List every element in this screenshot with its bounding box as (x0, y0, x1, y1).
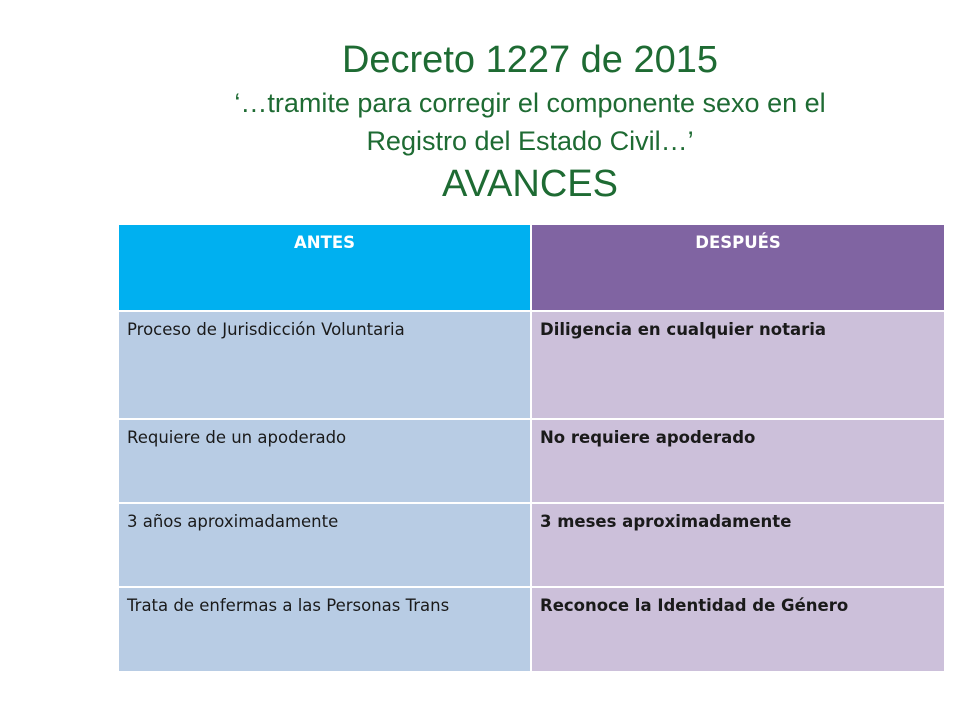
table-header-row (118, 224, 945, 311)
despues-cell: Reconoce la Identidad de Género (531, 587, 945, 672)
table-row (118, 311, 945, 419)
despues-cell: No requiere apoderado (531, 419, 945, 503)
table-row (118, 503, 945, 587)
comparison-table (117, 223, 946, 673)
slide-subtitle-line-1: ‘…tramite para corregir el componente sexo en el (234, 88, 826, 118)
despues-cell: Diligencia en cualquier notaria (531, 311, 945, 419)
antes-cell: 3 años aproximadamente (118, 503, 531, 587)
slide-title: Decreto 1227 de 2015 (341, 39, 719, 81)
antes-cell: Trata de enfermas a las Personas Trans (118, 587, 531, 672)
header-despues: DESPUÉS (531, 224, 945, 311)
antes-cell: Proceso de Jurisdicción Voluntaria (118, 311, 531, 419)
despues-cell: 3 meses aproximadamente (531, 503, 945, 587)
table-row (118, 419, 945, 503)
slide-subtitle-line-2: Registro del Estado Civil…’ (366, 126, 694, 156)
antes-cell: Requiere de un apoderado (118, 419, 531, 503)
title-block (180, 36, 880, 208)
table-row (118, 587, 945, 672)
header-antes: ANTES (118, 224, 531, 311)
section-heading: AVANCES (442, 163, 618, 205)
